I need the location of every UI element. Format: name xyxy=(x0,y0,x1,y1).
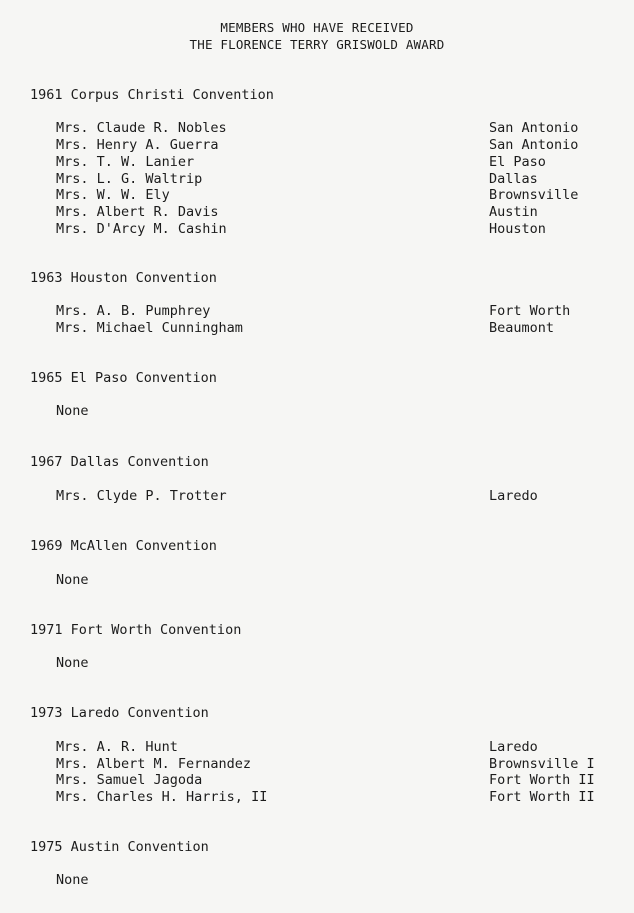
member-city: Dallas xyxy=(489,171,538,187)
member-row xyxy=(0,154,634,171)
member-city: Beaumont xyxy=(489,320,555,336)
section-heading-1963: 1963 Houston Convention xyxy=(30,270,217,286)
none-text: None xyxy=(56,655,89,671)
member-name: Mrs. Albert R. Davis xyxy=(56,204,219,220)
member-city: Fort Worth xyxy=(489,303,571,319)
member-row xyxy=(0,187,634,204)
member-city: Houston xyxy=(489,221,546,237)
section-heading-1975: 1975 Austin Convention xyxy=(30,839,209,855)
none-text: None xyxy=(56,872,89,888)
member-name: Mrs. D'Arcy M. Cashin xyxy=(56,221,227,237)
member-row xyxy=(0,171,634,188)
none-text: None xyxy=(56,403,89,419)
member-city: Austin xyxy=(489,204,538,220)
member-city: Laredo xyxy=(489,739,538,755)
member-name: Mrs. T. W. Lanier xyxy=(56,154,195,170)
member-city: Laredo xyxy=(489,488,538,504)
member-name: Mrs. Samuel Jagoda xyxy=(56,772,203,788)
member-city: El Paso xyxy=(489,154,546,170)
member-name: Mrs. L. G. Waltrip xyxy=(56,171,203,187)
member-name: Mrs. Charles H. Harris, II xyxy=(56,789,268,805)
member-city: Fort Worth II xyxy=(489,772,595,788)
member-row xyxy=(0,221,634,238)
member-name: Mrs. Claude R. Nobles xyxy=(56,120,227,136)
member-row xyxy=(0,303,634,320)
section-heading-1969: 1969 McAllen Convention xyxy=(30,538,217,554)
member-name: Mrs. Clyde P. Trotter xyxy=(56,488,227,504)
member-city: San Antonio xyxy=(489,137,579,153)
section-heading-1961: 1961 Corpus Christi Convention xyxy=(30,87,274,103)
member-row xyxy=(0,137,634,154)
member-row xyxy=(0,320,634,337)
member-city: Fort Worth II xyxy=(489,789,595,805)
title-line-2: THE FLORENCE TERRY GRISWOLD AWARD xyxy=(189,37,445,52)
member-name: Mrs. A. R. Hunt xyxy=(56,739,178,755)
title-line-1: MEMBERS WHO HAVE RECEIVED xyxy=(220,20,414,35)
section-heading-1971: 1971 Fort Worth Convention xyxy=(30,622,242,638)
member-name: Mrs. Michael Cunningham xyxy=(56,320,243,336)
none-text: None xyxy=(56,572,89,588)
member-row xyxy=(0,739,634,756)
section-heading-1967: 1967 Dallas Convention xyxy=(30,454,209,470)
member-row xyxy=(0,772,634,789)
section-heading-1973: 1973 Laredo Convention xyxy=(30,705,209,721)
member-row xyxy=(0,120,634,137)
member-row xyxy=(0,204,634,221)
member-name: Mrs. W. W. Ely xyxy=(56,187,170,203)
document-title xyxy=(0,19,634,53)
member-row xyxy=(0,756,634,773)
member-name: Mrs. Henry A. Guerra xyxy=(56,137,219,153)
member-row xyxy=(0,488,634,505)
member-name: Mrs. Albert M. Fernandez xyxy=(56,756,252,772)
member-name: Mrs. A. B. Pumphrey xyxy=(56,303,211,319)
member-city: Brownsville xyxy=(489,187,579,203)
member-city: San Antonio xyxy=(489,120,579,136)
section-heading-1965: 1965 El Paso Convention xyxy=(30,370,217,386)
member-row xyxy=(0,789,634,806)
member-city: Brownsville I xyxy=(489,756,595,772)
